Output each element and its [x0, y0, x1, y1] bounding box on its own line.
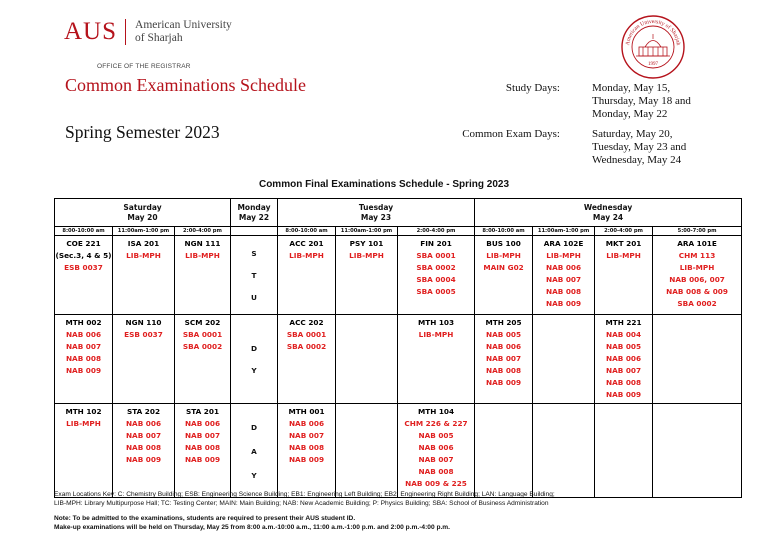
exam-cell: [595, 315, 653, 404]
study-days-line: Thursday, May 18 and: [592, 95, 691, 107]
exam-location: SBA 0005: [416, 287, 456, 296]
study-days-line: Monday, May 22: [592, 108, 668, 120]
exam-location: NAB 006: [65, 330, 102, 339]
exam-location: NAB 007: [485, 354, 522, 363]
time-slot: 5:00-7:00 pm: [653, 227, 742, 236]
exam-location: LIB-MPH: [546, 251, 581, 260]
time-slot: 2:00-4:00 pm: [175, 227, 231, 236]
exam-location: NAB 009: [545, 299, 582, 308]
exam-cell: [113, 404, 175, 498]
exam-location: NAB 008: [125, 443, 162, 452]
course-code: MTH 104: [417, 407, 455, 416]
exam-cell: [653, 236, 742, 315]
course-code: STA 202: [126, 407, 161, 416]
exam-cell: [113, 315, 175, 404]
document-title: Common Examinations Schedule: [65, 75, 306, 95]
study-letter: Y: [251, 470, 257, 480]
study-letter: Y: [251, 366, 257, 375]
course-code: STA 201: [185, 407, 220, 416]
course-code: ISA 201: [127, 239, 160, 248]
course-code: FIN 201: [420, 239, 452, 248]
exam-location: NAB 007: [605, 366, 642, 375]
exam-cell: [475, 404, 533, 498]
logo-university-name: [135, 19, 232, 45]
exam-location: LIB-MPH: [185, 251, 220, 260]
exam-location: ESB 0037: [124, 330, 163, 339]
exam-cell: [533, 404, 595, 498]
exam-location: NAB 007: [418, 455, 454, 464]
exam-location: SBA 0001: [182, 330, 223, 339]
exam-location: MAIN G02: [483, 263, 524, 272]
exam-location: LIB-MPH: [606, 251, 641, 260]
exam-location: NAB 005: [418, 431, 454, 440]
exam-location: NAB 008: [288, 443, 325, 452]
exam-location: LIB-MPH: [418, 330, 454, 339]
exam-cell: [55, 404, 113, 498]
exam-location: ESB 0037: [64, 263, 103, 272]
course-code: MTH 002: [65, 318, 102, 327]
time-slot: 11:00am-1:00 pm: [336, 227, 398, 236]
course-code: ACC 201: [289, 239, 324, 248]
exam-cell: [398, 236, 475, 315]
time-slot-row: [55, 227, 742, 236]
exam-days-line: Wednesday, May 24: [592, 154, 682, 166]
day-header-tuesday: Tuesday May 23: [278, 199, 475, 227]
exam-cell: [175, 404, 231, 498]
logo-name-line2: of Sharjah: [135, 32, 183, 44]
day-header-wednesday: Wednesday May 24: [475, 199, 742, 227]
study-day-column: [231, 404, 278, 498]
exam-row: [55, 236, 742, 315]
course-code: PSY 101: [349, 239, 384, 248]
day-header-row: [55, 199, 742, 227]
exam-cell: [278, 404, 336, 498]
logo-name-line1: American University: [135, 19, 232, 31]
exam-location: NAB 007: [125, 431, 162, 440]
exam-location: NAB 006: [125, 419, 162, 428]
exam-location: NAB 007: [288, 431, 325, 440]
exam-location: NAB 005: [485, 330, 522, 339]
exam-cell: [595, 404, 653, 498]
course-code: SCM 202: [184, 318, 221, 327]
course-code: MTH 001: [288, 407, 325, 416]
table-title: Common Final Examinations Schedule - Spring 2023: [258, 179, 510, 190]
locations-key-line1: Exam Locations Key: C: Chemistry Building; ESB: Engineering Science Building; EB1: Engineering Left Building; EB2: Engineering Right Building; LAN: Language Building;: [54, 491, 555, 498]
course-sections: (Sec.3, 4 & 5): [55, 251, 112, 260]
course-code: MTH 103: [417, 318, 455, 327]
study-letter: A: [251, 446, 257, 456]
exam-location: NAB 009: [184, 455, 221, 464]
exam-location: LIB-MPH: [289, 251, 324, 260]
locations-key-line2: LIB-MPH: Library Multipurpose Hall; TC: Testing Center; MAIN: Main Building; NAB: New Academic Building; P: Physics Building; SBA: School of Business Administration: [54, 500, 549, 507]
exam-location: NAB 008: [65, 354, 102, 363]
study-letter: T: [251, 271, 257, 280]
exam-cell: [336, 236, 398, 315]
study-days: [470, 82, 710, 124]
exam-cell: [398, 315, 475, 404]
time-slot: 8:00-10:00 am: [55, 227, 113, 236]
exam-location: NAB 006: [288, 419, 325, 428]
common-exam-days: [462, 128, 710, 170]
exam-location: LIB-MPH: [486, 251, 521, 260]
exam-location: SBA 0002: [182, 342, 223, 351]
exam-cell: [398, 404, 475, 498]
exam-days-label: Common Exam Days:: [462, 128, 560, 140]
exam-cell: [533, 315, 595, 404]
exam-location: SBA 0002: [286, 342, 327, 351]
exam-location: NAB 006: [184, 419, 221, 428]
exam-location: SBA 0001: [416, 251, 456, 260]
course-code: ARA 102E: [543, 239, 584, 248]
university-seal-icon: [620, 14, 686, 80]
time-slot: 2:00-4:00 pm: [595, 227, 653, 236]
exam-row: [55, 404, 742, 498]
exam-cell: [475, 315, 533, 404]
exam-cell: [175, 236, 231, 315]
day-header-saturday: Saturday May 20: [55, 199, 231, 227]
exam-location: NAB 009: [125, 455, 162, 464]
exam-location: NAB 009 & 225: [405, 479, 467, 488]
exam-location: NAB 008 & 009: [666, 287, 728, 296]
admission-note: Note: To be admitted to the examinations, students are required to present their AUS student ID.: [54, 515, 356, 522]
exam-cell: [533, 236, 595, 315]
course-code: MTH 221: [605, 318, 642, 327]
time-slot-monday: [231, 227, 278, 236]
exam-location: NAB 004: [605, 330, 642, 339]
course-code: MTH 102: [65, 407, 102, 416]
exam-location: SBA 0004: [416, 275, 456, 284]
svg-text:American University of Sharjah: American University of Sharjah: [625, 18, 681, 46]
office-label: OFFICE OF THE REGISTRAR: [97, 63, 191, 70]
study-letter: U: [251, 293, 257, 302]
exam-cell: [175, 315, 231, 404]
study-letter: D: [250, 344, 258, 353]
exam-cell: [278, 315, 336, 404]
exam-location: NAB 008: [605, 378, 642, 387]
semester-title: Spring Semester 2023: [65, 122, 220, 142]
exam-location: SBA 0002: [677, 299, 717, 308]
time-slot: 8:00-10:00 am: [475, 227, 533, 236]
exam-location: NAB 006: [545, 263, 582, 272]
exam-location: LIB-MPH: [126, 251, 161, 260]
course-code: NGN 111: [184, 239, 221, 248]
exam-location: NAB 006: [485, 342, 522, 351]
exam-location: NAB 006: [605, 354, 642, 363]
exam-location: LIB-MPH: [349, 251, 384, 260]
exam-cell: [336, 404, 398, 498]
exam-location: NAB 007: [184, 431, 221, 440]
exam-location: NAB 009: [485, 378, 522, 387]
course-code: MTH 205: [485, 318, 522, 327]
exam-location: NAB 009: [605, 390, 642, 399]
logo-mark: AUS: [64, 18, 118, 45]
exam-location: SBA 0002: [416, 263, 456, 272]
study-letter: D: [250, 422, 258, 432]
course-code: NGN 110: [125, 318, 162, 327]
exam-location: NAB 006, 007: [669, 275, 725, 284]
time-slot: 2:00-4:00 pm: [398, 227, 475, 236]
exam-cell: [113, 236, 175, 315]
exam-location: NAB 006: [418, 443, 454, 452]
study-day-column: [231, 236, 278, 315]
exam-location: LIB-MPH: [679, 263, 715, 272]
course-code: ARA 101E: [677, 239, 717, 248]
time-slot: 8:00-10:00 am: [278, 227, 336, 236]
course-code: BUS 100: [486, 239, 521, 248]
time-slot: 11:00am-1:00 pm: [113, 227, 175, 236]
exam-cell: [475, 236, 533, 315]
exam-location: NAB 008: [184, 443, 221, 452]
exam-cell: [55, 315, 113, 404]
exam-location: NAB 008: [485, 366, 522, 375]
exam-cell: [55, 236, 113, 315]
makeup-note: Make-up examinations will be held on Thursday, May 25 from 8:00 a.m.-10:00 a.m., 11:00 a.m.-1:00 p.m. and 2:00 p.m.-4:00 p.m.: [54, 524, 450, 531]
exam-cell: [653, 404, 742, 498]
course-code: ACC 202: [289, 318, 324, 327]
exam-location: NAB 005: [605, 342, 642, 351]
exam-row: [55, 315, 742, 404]
time-slot: 11:00am-1:00 pm: [533, 227, 595, 236]
exam-days-line: Saturday, May 20,: [592, 128, 673, 140]
day-header-monday: Monday May 22: [231, 199, 278, 227]
exam-location: NAB 008: [545, 287, 582, 296]
logo-divider: [125, 19, 126, 45]
exam-location: SBA 0001: [286, 330, 327, 339]
exam-location: NAB 008: [418, 467, 454, 476]
course-code: MKT 201: [605, 239, 642, 248]
exam-location: NAB 007: [545, 275, 582, 284]
exam-days-line: Tuesday, May 23 and: [592, 141, 687, 153]
exam-location: NAB 007: [65, 342, 102, 351]
exam-cell: [278, 236, 336, 315]
exam-location: LIB-MPH: [66, 419, 101, 428]
study-days-line: Monday, May 15,: [592, 82, 671, 94]
seal-year: 1997: [648, 62, 658, 67]
aus-logo: [64, 18, 232, 46]
course-code: COE 221: [66, 239, 101, 248]
exam-cell: [336, 315, 398, 404]
study-days-label: Study Days:: [505, 82, 560, 94]
exam-location: NAB 009: [65, 366, 102, 375]
exam-location: CHM 113: [678, 251, 716, 260]
exam-schedule-table: [54, 198, 742, 498]
exam-location: CHM 226 & 227: [404, 419, 468, 428]
study-day-column: [231, 315, 278, 404]
study-letter: S: [251, 249, 257, 258]
exam-cell: [653, 315, 742, 404]
exam-cell: [595, 236, 653, 315]
exam-location: NAB 009: [288, 455, 325, 464]
